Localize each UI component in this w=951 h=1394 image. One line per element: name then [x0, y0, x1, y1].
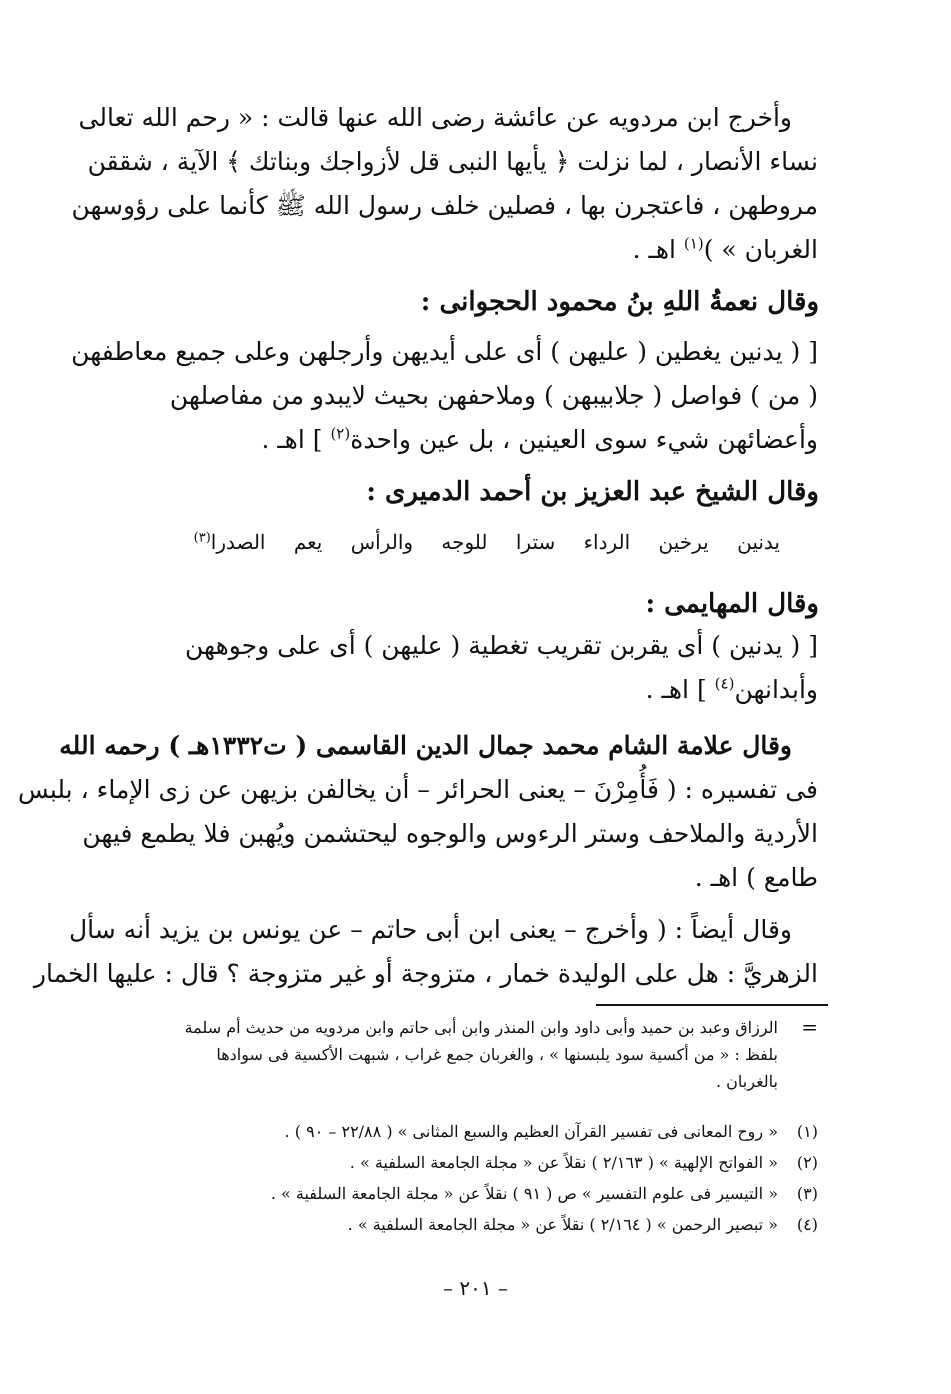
footnote-number: (١)	[796, 1122, 818, 1141]
line-text: وأعضائهن شيء سوى العينين ، بل عين واحدة	[350, 425, 818, 454]
footnote-2	[150, 1147, 818, 1178]
text-line	[150, 228, 818, 272]
footnote-4	[150, 1209, 818, 1240]
footnote-line: الرزاق وعبد بن حميد وأبى داود وابن المنذر وابن أبى حاتم وابن مردويه من حديث أم سلمة	[184, 1018, 778, 1037]
paragraph-mahaimi-quote	[150, 624, 818, 712]
heading-mahaimi: وقال المهايمى :	[645, 589, 819, 619]
footnote-ref-4: (٤)	[714, 674, 735, 693]
footnotes-list	[150, 1116, 818, 1240]
text-line: وأخرج ابن مردويه عن عائشة رضى الله عنها قالت : « رحم الله تعالى	[78, 103, 792, 132]
line-text: وأبدانهن	[734, 675, 818, 704]
paragraph-aisha-narration	[71, 96, 818, 272]
continuation-marker: =	[801, 1015, 818, 1039]
footnote-ref-2: (٢)	[330, 424, 351, 443]
verse-text: يدنين يرخين الرداء سترا للوجه والرأس يعم الصدرا	[210, 530, 780, 554]
text-line: الأردية والملاحف وستر الرءوس والوجوه ليحتشمن ويُهبن فلا يطمع فيهن	[82, 819, 818, 848]
line-text: اهـ .	[632, 235, 684, 264]
heading-hijawani: وقال نعمةُ اللهِ بنُ محمود الحجوانى :	[420, 287, 819, 317]
text-line: وقال علامة الشام محمد جمال الدين القاسمى ( ت١٣٣٢هـ ) رحمه الله	[59, 731, 792, 760]
footnote-text: « تبصير الرحمن » ( ٢/١٦٤ ) نقلاً عن « مجلة الجامعة السلفية » .	[347, 1215, 778, 1234]
text-line: مروطهن ، فاعتجرن بها ، فصلين خلف رسول الله ﷺ كأنما على رؤوسهن	[71, 191, 818, 220]
footnote-separator	[596, 1004, 828, 1006]
footnote-1	[150, 1116, 818, 1147]
footnote-number: (٤)	[796, 1215, 818, 1234]
paragraph-hijawani-quote	[71, 330, 818, 462]
paragraph-qasimi-continued	[33, 908, 818, 996]
footnote-line: بالغربان .	[716, 1072, 778, 1091]
footnote-text: « الفواتح الإلهية » ( ٢/١٦٣ ) نقلاً عن « مجلة الجامعة السلفية » .	[349, 1153, 778, 1172]
footnote-ref-1: (١)	[683, 234, 704, 253]
page-number: – ٢٠١ –	[443, 1276, 508, 1300]
footnote-ref-3: (٣)	[193, 530, 211, 546]
text-line: ( من ) فواصل ( جلابيبهن ) وملاحفهن بحيث لايبدو من مفاصلهن	[169, 381, 818, 410]
text-line: نساء الأنصار ، لما نزلت ﴿ يأيها النبى قل لأزواجك وبناتك ﴾ الآية ، شققن	[87, 147, 818, 176]
text-line: وقال أيضاً : ( وأخرج – يعنى ابن أبى حاتم – عن يونس بن يزيد أنه سأل	[69, 915, 792, 944]
text-line: الزهريَّ : هل على الوليدة خمار ، متزوجة أو غير متزوجة ؟ قال : عليها الخمار	[33, 959, 818, 988]
text-line: طامع ) اهـ .	[694, 863, 818, 892]
paragraph-qasimi	[17, 724, 818, 900]
footnote-number: (٣)	[796, 1184, 818, 1203]
line-text: ] اهـ .	[261, 425, 331, 454]
poetry-verse	[160, 522, 780, 562]
line-text: الغربان » )	[703, 235, 818, 264]
text-line	[150, 418, 818, 462]
footnote-continuation	[150, 1014, 818, 1095]
footnote-line: بلفظ : « من أكسية سود يلبسنها » ، والغربان جمع غراب ، شبهت الأكسية فى سوادها	[216, 1045, 778, 1064]
footnote-text: « التيسير فى علوم التفسير » ص ( ٩١ ) نقلاً عن « مجلة الجامعة السلفية » .	[270, 1184, 778, 1203]
line-text: ] اهـ .	[645, 675, 715, 704]
footnote-3	[150, 1178, 818, 1209]
text-line: [ ( يدنين ) أى يقربن تقريب تغطية ( عليهن ) أى على وجوههن	[185, 631, 818, 660]
text-line: [ ( يدنين يغطين ( عليهن ) أى على أيديهن وأرجلهن وعلى جميع معاطفهن	[71, 337, 818, 366]
footnote-text: « روح المعانى فى تفسير القرآن العظيم والسبع المثانى » ( ٢٢/٨٨ – ٩٠ ) .	[284, 1122, 778, 1141]
footnote-number: (٢)	[796, 1153, 818, 1172]
text-line	[150, 668, 818, 712]
heading-damiri: وقال الشيخ عبد العزيز بن أحمد الدميرى :	[366, 477, 819, 507]
text-line: فى تفسيره : ( فَأُمِرْنَ – يعنى الحرائر – أن يخالفن بزيهن عن زى الإماء ، بلبس	[17, 775, 818, 804]
